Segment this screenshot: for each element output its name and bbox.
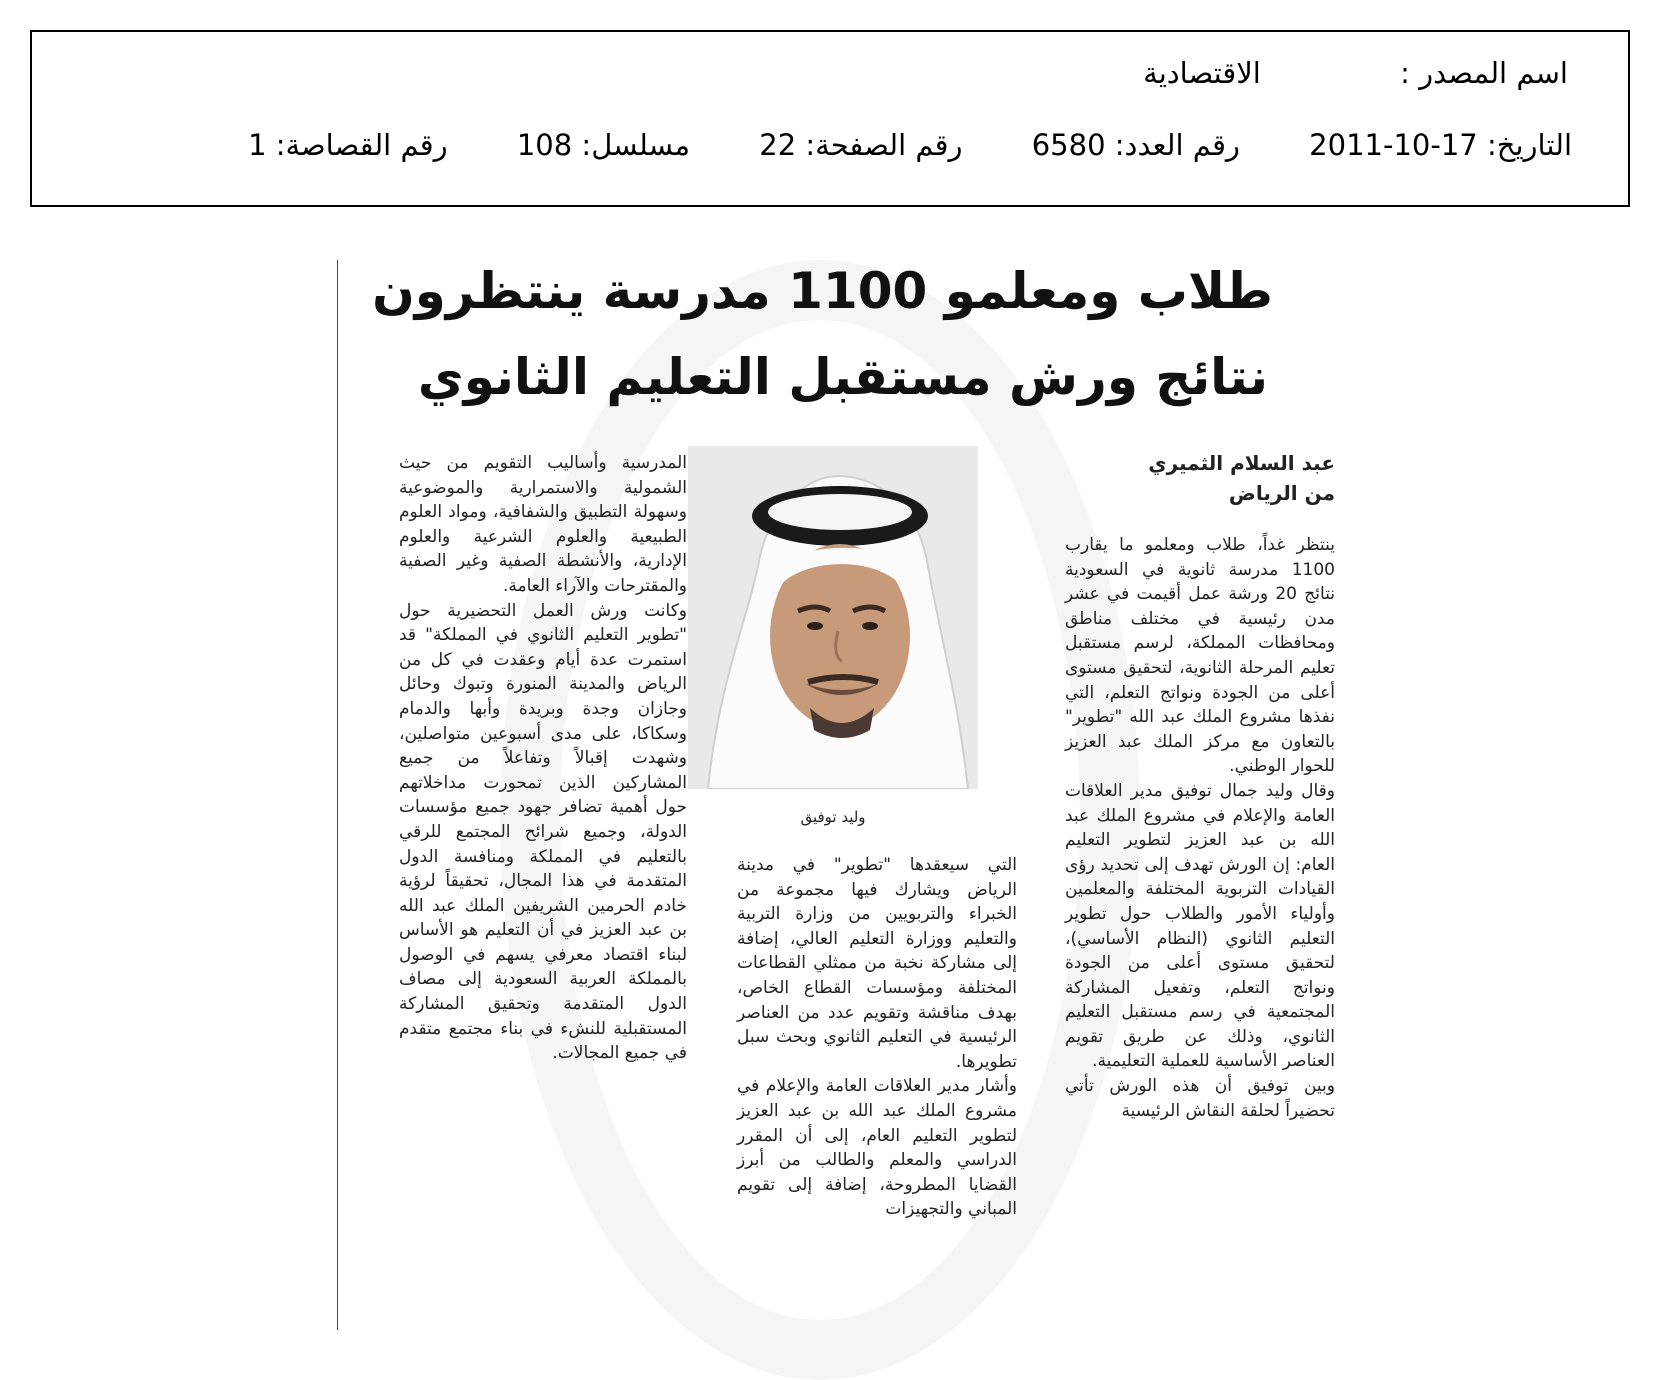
- headline-line-1: طلاب ومعلمو 1100 مدرسة ينتظرون: [372, 262, 1273, 320]
- article-column-right: [1065, 533, 1335, 1123]
- serial-field: مسلسل: 108: [516, 128, 691, 162]
- date-field: التاريخ: 17-10-2011: [1309, 128, 1572, 162]
- page-number-field: رقم الصفحة: 22: [759, 128, 963, 162]
- paragraph: وأشار مدير العلاقات العامة والإعلام في مشروع الملك عبد الله بن عبد العزيز لتطوير التعليم العام، إلى أن المقرر الدراسي والمعلم والطالب من أبرز القضايا المطروحة، إضافة إلى تقويم المباني والتجهيزات: [737, 1076, 1017, 1220]
- paragraph: ينتظر غداً، طلاب ومعلمو ما يقارب 1100 مدرسة ثانوية في السعودية نتائج 20 ورشة عمل أقيمت في عشر مدن رئيسية في مختلف مناطق ومحافظات المملكة، لرسم مستقبل تعليم المرحلة الثانوية، لتحقيق مستوى أعلى من الجودة ونواتج التعلم، التي نفذها مشروع الملك عبد الله "تطوير" بالتعاون مع مركز الملك عبد العزيز للحوار الوطني.: [1065, 535, 1335, 777]
- byline-location: من الرياض: [1228, 481, 1335, 505]
- paragraph: التي سيعقدها "تطوير" في مدينة الرياض ويشارك فيها مجموعة من الخبراء والتربويين من وزارة التربية والتعليم ووزارة التعليم العالي، إضافة إلى مشاركة نخبة من ممثلي القطاعات المختلفة ومؤسسات القطاع الخاص، بهدف مناقشة وتقويم عدد من العناصر الرئيسية في التعليم الثانوي وبحث سبل تطويرها.: [737, 855, 1017, 1072]
- paragraph: وقال وليد جمال توفيق مدير العلاقات العامة والإعلام في مشروع الملك عبد الله بن عبد العزيز لتطوير التعليم العام: إن الورش تهدف إلى تحديد رؤى القيادات التربوية المختلفة والمعلمين وأولياء الأمور والطلاب حول تطوير التعليم الثانوي (النظام الأساسي)، لتحقيق مستوى أعلى من الجودة ونواتج التعلم، وتفعيل المشاركة المجتمعية في رسم مستقبل التعليم الثانوي، وذلك عن طريق تقويم العناصر الأساسية للعملية التعليمية.: [1065, 780, 1335, 1072]
- article-column-left: [399, 451, 687, 1066]
- photo-caption: وليد توفيق: [800, 808, 866, 826]
- article-column-middle: [737, 853, 1017, 1222]
- paragraph: المدرسية وأساليب التقويم من حيث الشمولية والاستمرارية والموضوعية وسهولة التطبيق والشفافية، ومواد العلوم الطبيعية والعلوم الشرعية والعلوم الإدارية، والأنشطة الصفية وغير الصفية والمقترحات والآراء العامة.: [399, 453, 687, 596]
- clipping-metadata-box: [30, 30, 1630, 207]
- paragraph: وبين توفيق أن هذه الورش تأتي تحضيراً لحلقة النقاش الرئيسية: [1065, 1076, 1335, 1121]
- details-row: [248, 128, 1572, 162]
- byline: [1075, 448, 1335, 508]
- column-rule: [337, 260, 338, 1330]
- source-row: [1143, 56, 1568, 90]
- byline-author: عبد السلام الثميري: [1148, 451, 1335, 475]
- source-label: اسم المصدر :: [1400, 56, 1568, 90]
- portrait-photo: [688, 446, 978, 789]
- paragraph: وكانت ورش العمل التحضيرية حول "تطوير التعليم الثانوي في المملكة" قد استمرت عدة أيام وعقدت في كل من الرياض والمدينة المنورة وتبوك وحائل وجازان وجدة وبريدة وأبها والدمام وسكاكا، على مدى أسبوعين متواصلين، وشهدت إقبالاً وتفاعلاً من جميع المشاركين الذين تمحورت مداخلاتهم حول أهمية تضافر جهود جميع مؤسسات الدولة، وجميع شرائح المجتمع للرقي بالتعليم في المملكة ومنافسة الدول المتقدمة في هذا المجال، تحقيقاً لرؤية خادم الحرمين الشريفين الملك عبد الله بن عبد العزيز في أن التعليم هو الأساس لبناء اقتصاد معرفي يسهم في الوصول بالمملكة العربية السعودية إلى مصاف الدول المتقدمة وتحقيق المشاركة المستقبلية للنشء في بناء مجتمع متقدم في جميع المجالات.: [399, 600, 687, 1064]
- portrait-illustration: [688, 446, 978, 789]
- issue-number-field: رقم العدد: 6580: [1031, 128, 1240, 162]
- headline-line-2: نتائج ورش مستقبل التعليم الثانوي: [417, 348, 1269, 406]
- clip-number-field: رقم القصاصة: 1: [248, 128, 448, 162]
- source-value: الاقتصادية: [1143, 56, 1261, 90]
